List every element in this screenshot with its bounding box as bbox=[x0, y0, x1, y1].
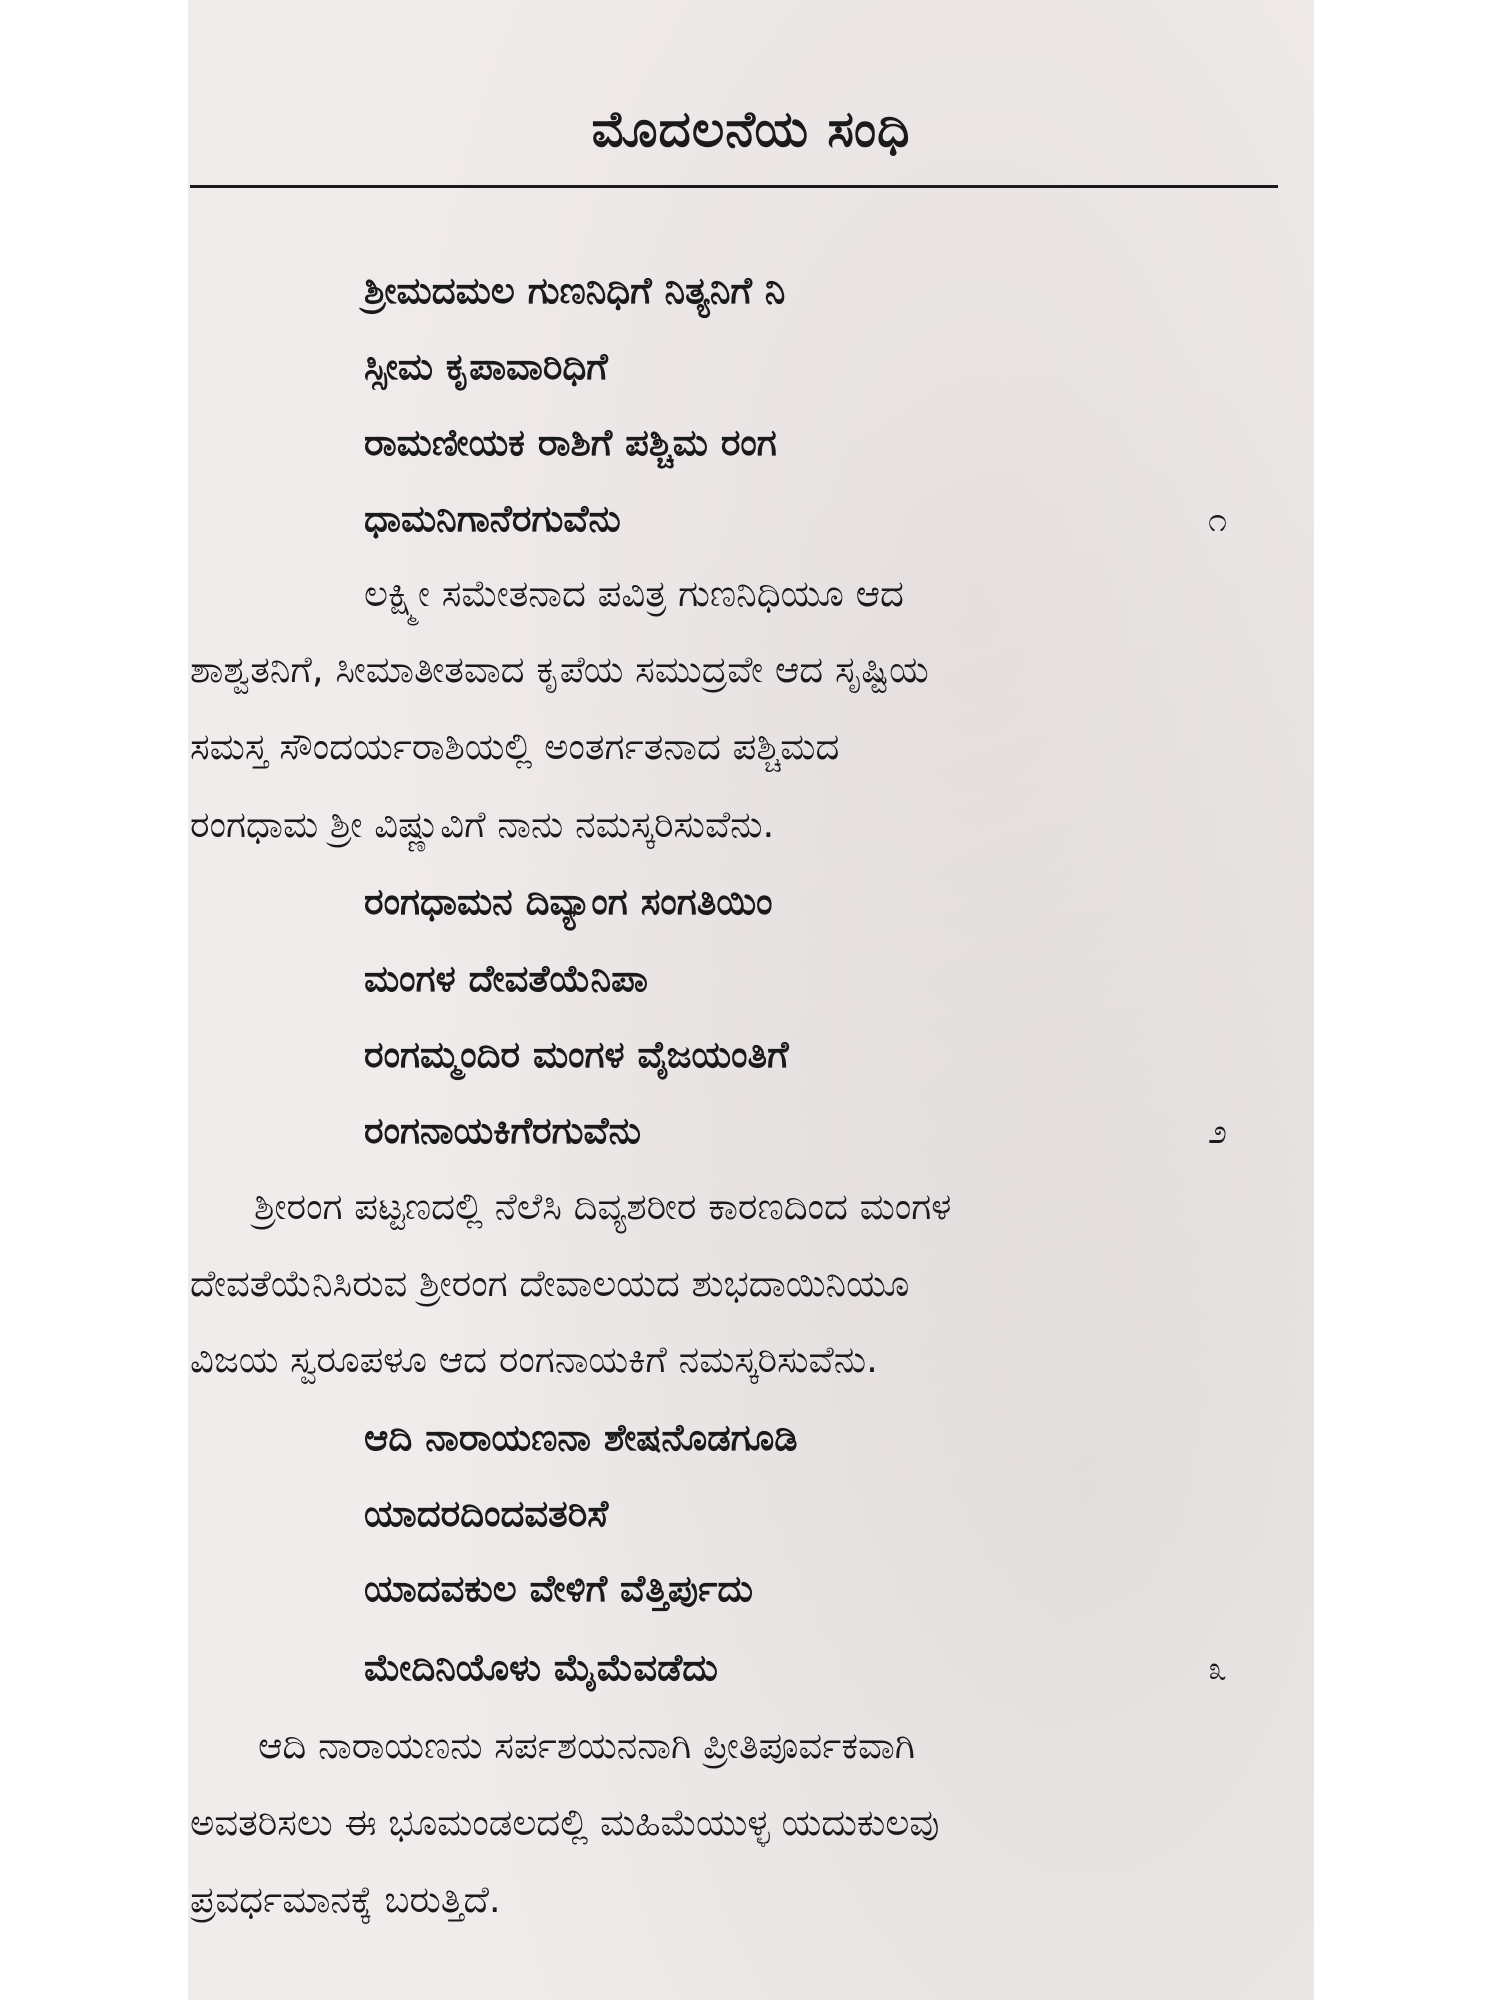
prose-2-line-2: ದೇವತೆಯೆನಿಸಿರುವ ಶ್ರೀರಂಗ ದೇವಾಲಯದ ಶುಭದಾಯಿನಿಯೂ bbox=[190, 1262, 910, 1305]
verse-2-number: ೨ bbox=[1208, 1112, 1228, 1152]
verse-1-line-4: ಧಾಮನಿಗಾನೆರಗುವೆನು bbox=[364, 497, 621, 540]
prose-2-line-3: ವಿಜಯ ಸ್ವರೂಪಳೂ ಆದ ರಂಗನಾಯಕಿಗೆ ನಮಸ್ಕರಿಸುವೆನು. bbox=[190, 1338, 878, 1381]
verse-3-line-4: ಮೇದಿನಿಯೊಳು ಮೈಮೆವಡೆದು bbox=[364, 1646, 718, 1689]
verse-3-line-1: ಆದಿ ನಾರಾಯಣನಾ ಶೇಷನೊಡಗೂಡಿ bbox=[364, 1416, 798, 1459]
verse-3-line-3: ಯಾದವಕುಲ ವೇಳಿಗೆ ವೆತ್ತಿರ್ಪುದು bbox=[364, 1567, 753, 1610]
prose-3-line-1: ಆದಿ ನಾರಾಯಣನು ಸರ್ಪಶಯನನಾಗಿ ಪ್ರೀತಿಪೂರ್ವಕವಾಗಿ bbox=[258, 1724, 916, 1767]
verse-1-number: ೧ bbox=[1208, 500, 1228, 540]
verse-1-line-3: ರಾಮಣೀಯಕ ರಾಶಿಗೆ ಪಶ್ಚಿಮ ರಂಗ bbox=[364, 421, 777, 464]
verse-2-line-4: ರಂಗನಾಯಕಿಗೆರಗುವೆನು bbox=[364, 1109, 641, 1152]
verse-3-number: ೩ bbox=[1208, 1649, 1228, 1689]
verse-2-line-1: ರಂಗಧಾಮನ ದಿವ್ಯಾಂಗ ಸಂಗತಿಯಿಂ bbox=[364, 880, 773, 923]
prose-3-line-3: ಪ್ರವರ್ಧಮಾನಕ್ಕೆ ಬರುತ್ತಿದೆ. bbox=[190, 1878, 501, 1921]
verse-2-line-3: ರಂಗಮ್ಮಂದಿರ ಮಂಗಳ ವೈಜಯಂತಿಗೆ bbox=[364, 1033, 789, 1076]
title-rule bbox=[190, 185, 1278, 188]
verse-1-line-1: ಶ್ರೀಮದಮಲ ಗುಣನಿಧಿಗೆ ನಿತ್ಯನಿಗೆ ನಿ bbox=[364, 269, 786, 312]
verse-1-line-2: ಸ್ಸೀಮ ಕೃಪಾವಾರಿಧಿಗೆ bbox=[364, 345, 608, 388]
prose-3-line-2: ಅವತರಿಸಲು ಈ ಭೂಮಂಡಲದಲ್ಲಿ ಮಹಿಮೆಯುಳ್ಳ ಯದುಕುಲವು bbox=[190, 1801, 940, 1844]
prose-1-line-2: ಶಾಶ್ವತನಿಗೆ, ಸೀಮಾತೀತವಾದ ಕೃಪೆಯ ಸಮುದ್ರವೇ ಆದ ಸೃಷ್ಟಿಯ bbox=[190, 648, 929, 691]
book-page bbox=[188, 0, 1314, 2000]
prose-1-line-4: ರಂಗಧಾಮ ಶ್ರೀ ವಿಷ್ಣುವಿಗೆ ನಾನು ನಮಸ್ಕರಿಸುವೆನು. bbox=[190, 803, 775, 846]
chapter-title: ಮೊದಲನೆಯ ಸಂಧಿ bbox=[591, 100, 911, 158]
prose-1-line-1: ಲಕ್ಷ್ಮೀ ಸಮೇತನಾದ ಪವಿತ್ರ ಗುಣನಿಧಿಯೂ ಆದ bbox=[364, 572, 904, 615]
prose-1-line-3: ಸಮಸ್ತ ಸೌಂದರ್ಯರಾಶಿಯಲ್ಲಿ ಅಂತರ್ಗತನಾದ ಪಶ್ಚಿಮದ bbox=[190, 725, 840, 768]
verse-3-line-2: ಯಾದರದಿಂದವತರಿಸೆ bbox=[364, 1492, 609, 1535]
prose-2-line-1: ಶ್ರೀರಂಗ ಪಟ್ಟಣದಲ್ಲಿ ನೆಲೆಸಿ ದಿವ್ಯಶರೀರ ಕಾರಣದಿಂದ ಮಂಗಳ bbox=[254, 1185, 952, 1228]
verse-2-line-2: ಮಂಗಳ ದೇವತೆಯೆನಿಪಾ bbox=[364, 957, 648, 1000]
